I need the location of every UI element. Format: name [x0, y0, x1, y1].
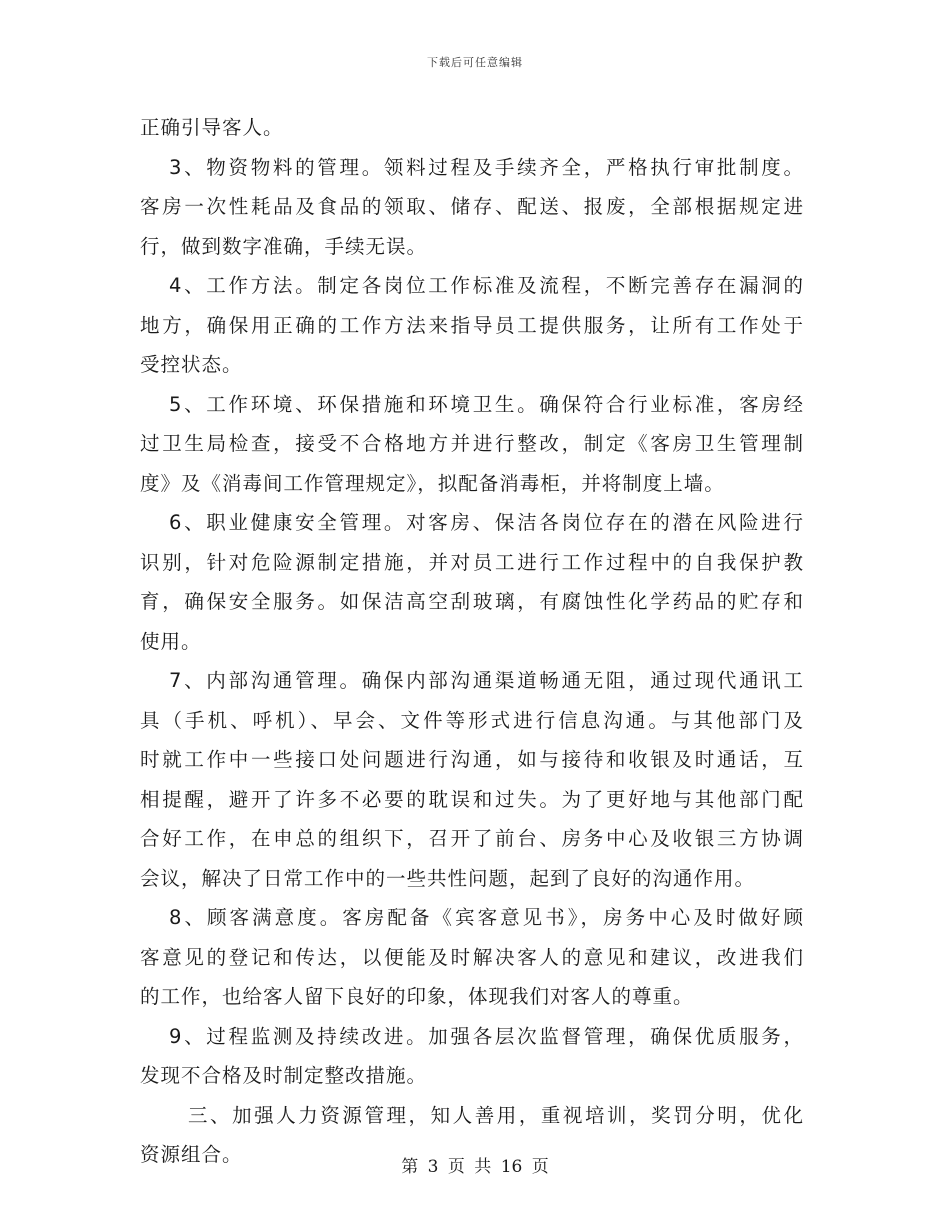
paragraph-first-line: 4、工作方法。制定各岗位工作标准及流程，不断完善存在漏洞的	[169, 274, 804, 297]
paragraph-first-line: 6、职业健康安全管理。对客房、保洁各岗位存在的潜在风险进行	[169, 511, 804, 534]
text-line: 使用。	[140, 629, 202, 653]
text-line: 具（手机、呼机）、早会、文件等形式进行信息沟通。与其他部门及	[140, 708, 804, 732]
text-line: 资源组合。	[140, 1143, 243, 1166]
text-line: 发现不合格及时制定整改措施。	[140, 1064, 428, 1087]
text-line: 的工作，也给客人留下良好的印象，体现我们对客人的尊重。	[140, 985, 694, 1008]
text-line: 度》及《消毒间工作管理规定》，拟配备消毒柜，并将制度上墙。	[140, 471, 725, 495]
paragraph-first-line: 5、工作环境、环保措施和环境卫生。确保符合行业标准，客房经	[169, 392, 804, 416]
document-body	[140, 108, 804, 1175]
text-line: 相提醒，避开了许多不必要的耽误和过失。为了更好地与其他部门配	[140, 787, 804, 811]
text-line: 会议，解决了日常工作中的一些共性问题，起到了良好的沟通作用。	[140, 866, 756, 890]
paragraph-first-line: 3、物资物料的管理。领料过程及手续齐全，严格执行审批制度。	[169, 155, 804, 179]
paragraph-first-line: 8、顾客满意度。客房配备《宾客意见书》，房务中心及时做好顾	[169, 906, 804, 929]
text-line: 过卫生局检查，接受不合格地方并进行整改，制定《客房卫生管理制	[140, 432, 804, 455]
paragraph-first-line: 9、过程监测及持续改进。加强各层次监督管理，确保优质服务，	[169, 1024, 804, 1048]
page-header: 下载后可任意编辑	[427, 56, 523, 69]
text-line: 识别，针对危险源制定措施，并对员工进行工作过程中的自我保护教	[140, 550, 804, 574]
text-line: 时就工作中一些接口处问题进行沟通，如与接待和收银及时通话，互	[140, 748, 804, 771]
text-line: 育，确保安全服务。如保洁高空刮玻璃，有腐蚀性化学药品的贮存和	[140, 590, 804, 613]
paragraph-first-line: 7、内部沟通管理。确保内部沟通渠道畅通无阻，通过现代通讯工	[169, 669, 804, 692]
page-number-footer: 第 3 页 共 16 页	[401, 1157, 549, 1177]
text-line: 受控状态。	[140, 353, 243, 376]
text-line: 客房一次性耗品及食品的领取、储存、配送、报废，全部根据规定进	[140, 195, 804, 218]
text-line: 正确引导客人。	[140, 116, 284, 139]
text-line: 地方，确保用正确的工作方法来指导员工提供服务，让所有工作处于	[140, 313, 804, 337]
text-line: 合好工作，在申总的组织下，召开了前台、房务中心及收银三方协调	[140, 827, 804, 850]
text-line: 行，做到数字准确，手续无误。	[140, 234, 428, 258]
text-line: 客意见的登记和传达，以便能及时解决客人的意见和建议，改进我们	[140, 945, 804, 969]
section-heading-line: 三、加强人力资源管理，知人善用，重视培训，奖罚分明，优化	[188, 1103, 804, 1127]
